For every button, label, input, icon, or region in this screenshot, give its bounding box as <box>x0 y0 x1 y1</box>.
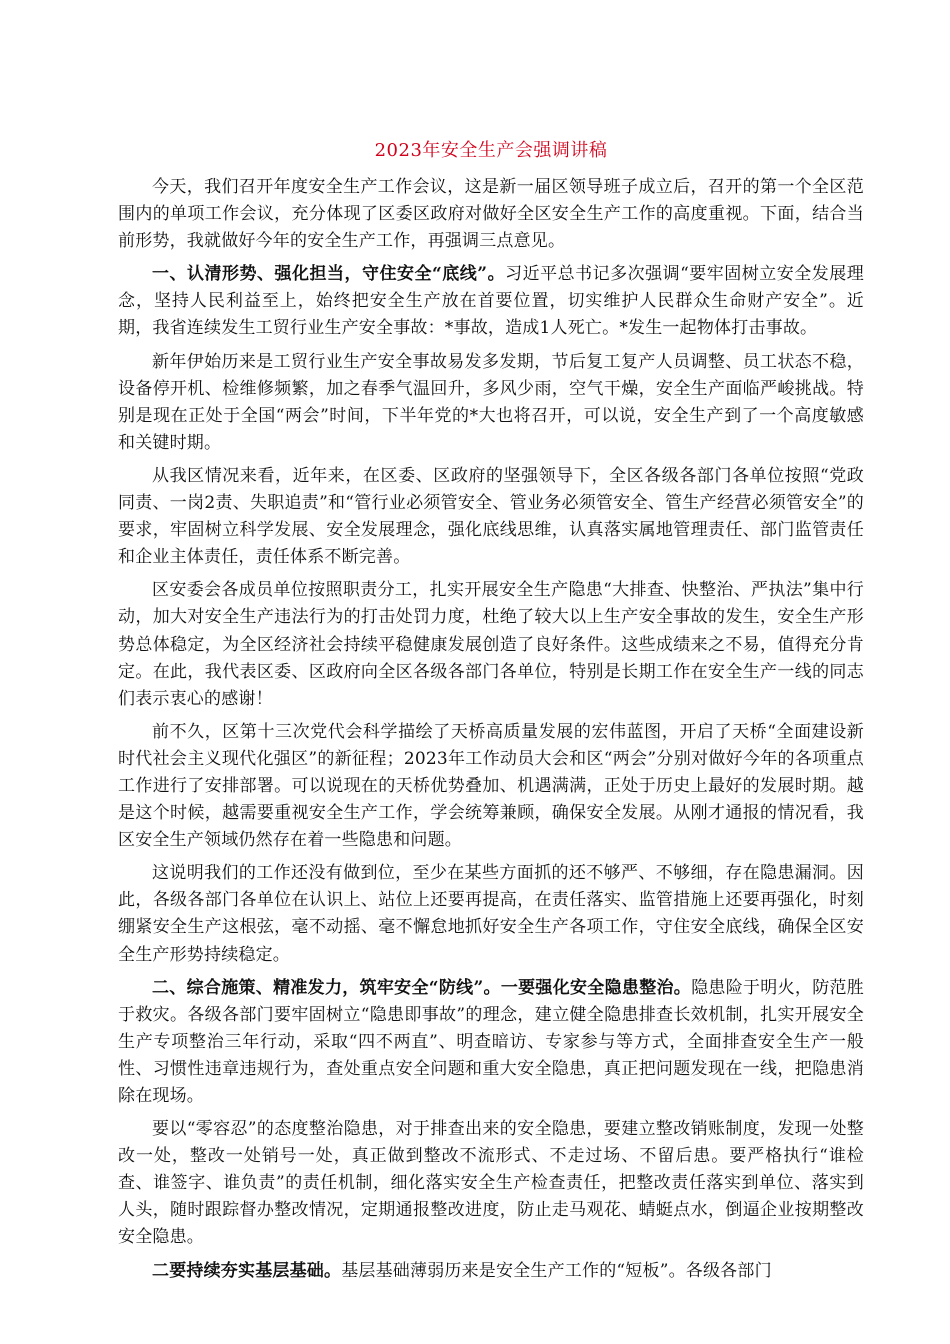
paragraph-1-text: 今天，我们召开年度安全生产工作会议，这是新一届区领导班子成立后，召开的第一个全区范围内的单项工作会议，充分体现了区委区政府对做好全区安全生产工作的高度重视。下面，结合当前形势，我就做好今年的安全生产工作，再强调三点意见。 <box>118 177 864 252</box>
paragraph-5 <box>118 577 864 712</box>
paragraph-10 <box>118 1258 864 1285</box>
paragraph-4-text: 从我区情况来看，近年来，在区委、区政府的坚强领导下，全区各级各部门各单位按照“党政同责、一岗2责、失职追责”和“管行业必须管安全、管业务必须管安全、管生产经营必须管安全”的要求，牢固树立科学发展、安全发展理念，强化底线思维，认真落实属地管理责任、部门监管责任和企业主体责任，责任体系不断完善。 <box>118 465 864 568</box>
paragraph-6-text: 前不久，区第十三次党代会科学描绘了天桥高质量发展的宏伟蓝图，开启了天桥“全面建设新时代社会主义现代化强区”的新征程；2023年工作动员大会和区“两会”分别对做好今年的各项重点工作进行了安排部署。可以说现在的天桥优势叠加、机遇满满，正处于历史上最好的发展时期。越是这个时候，越需要重视安全生产工作，学会统筹兼顾，确保安全发展。从刚才通报的情况看，我区安全生产领域仍然存在着一些隐患和问题。 <box>118 721 864 851</box>
paragraph-3 <box>118 349 864 457</box>
document-page <box>118 138 864 1291</box>
paragraph-10-text: 基层基础薄弱历来是安全生产工作的“短板”。各级各部门 <box>341 1260 772 1281</box>
paragraph-2 <box>118 261 864 342</box>
document-title: 2023年安全生产会强调讲稿 <box>374 140 608 161</box>
paragraph-9-text: 要以“零容忍”的态度整治隐患，对于排查出来的安全隐患，要建立整改销账制度，发现一处整改一处，整改一处销号一处，真正做到整改不流形式、不走过场、不留后患。要严格执行“谁检查、谁签字、谁负责”的责任机制，细化落实安全生产检查责任，把整改责任落实到单位、落实到人头，随时跟踪督办整改情况，定期通报整改进度，防止走马观花、蜻蜓点水，倒逼企业按期整改安全隐患。 <box>118 1119 864 1248</box>
paragraph-10-lead: 二要持续夯实基层基础。 <box>152 1260 342 1281</box>
paragraph-8-text: 隐患险于明火，防范胜于救灾。各级各部门要牢固树立“隐患即事故”的理念，建立健全隐患排查长效机制，扎实开展安全生产专项整治三年行动，采取“四不两直”、明查暗访、专家参与等方式，全面排查安全生产一般性、习惯性违章违规行为，查处重点安全问题和重大安全隐患，真正把问题发现在一线，把隐患消除在现场。 <box>118 977 864 1106</box>
paragraph-5-text: 区安委会各成员单位按照职责分工，扎实开展安全生产隐患“大排查、快整治、严执法”集中行动，加大对安全生产违法行为的打击处罚力度，杜绝了较大以上生产安全事故的发生，安全生产形势总体稳定，为全区经济社会持续平稳健康发展创造了良好条件。这些成绩来之不易，值得充分肯定。在此，我代表区委、区政府向全区各级各部门各单位，特别是长期工作在安全生产一线的同志们表示衷心的感谢！ <box>118 580 864 709</box>
paragraph-1 <box>118 174 864 255</box>
paragraph-4 <box>118 463 864 571</box>
paragraph-9 <box>118 1116 864 1251</box>
paragraph-8 <box>118 975 864 1110</box>
paragraph-7-text: 这说明我们的工作还没有做到位，至少在某些方面抓的还不够严、不够细，存在隐患漏洞。因此，各级各部门各单位在认识上、站位上还要再提高，在责任落实、监管措施上还要再强化，时刻绷紧安全生产这根弦，毫不动摇、毫不懈怠地抓好安全生产各项工作，守住安全底线，确保全区安全生产形势持续稳定。 <box>118 863 864 965</box>
paragraph-8-lead: 二、综合施策、精准发力，筑牢安全“防线”。一要强化安全隐患整治。 <box>152 977 692 998</box>
paragraph-6 <box>118 719 864 854</box>
paragraph-2-lead: 一、认清形势、强化担当，守住安全“底线”。 <box>152 264 506 285</box>
paragraph-3-text: 新年伊始历来是工贸行业生产安全事故易发多发期，节后复工复产人员调整、员工状态不稳，设备停开机、检维修频繁，加之春季气温回升，多风少雨，空气干燥，安全生产面临严峻挑战。特别是现在正处于全国“两会”时间，下半年党的*大也将召开，可以说，安全生产到了一个高度敏感和关键时期。 <box>118 351 864 453</box>
paragraph-7 <box>118 860 864 968</box>
paragraph-2-text: 习近平总书记多次强调“要牢固树立安全发展理念，坚持人民利益至上，始终把安全生产放在首要位置，切实维护人民群众生命财产安全”。近期，我省连续发生工贸行业生产安全事故：*事故，造成1人死亡。*发生一起物体打击事故。 <box>118 264 864 339</box>
